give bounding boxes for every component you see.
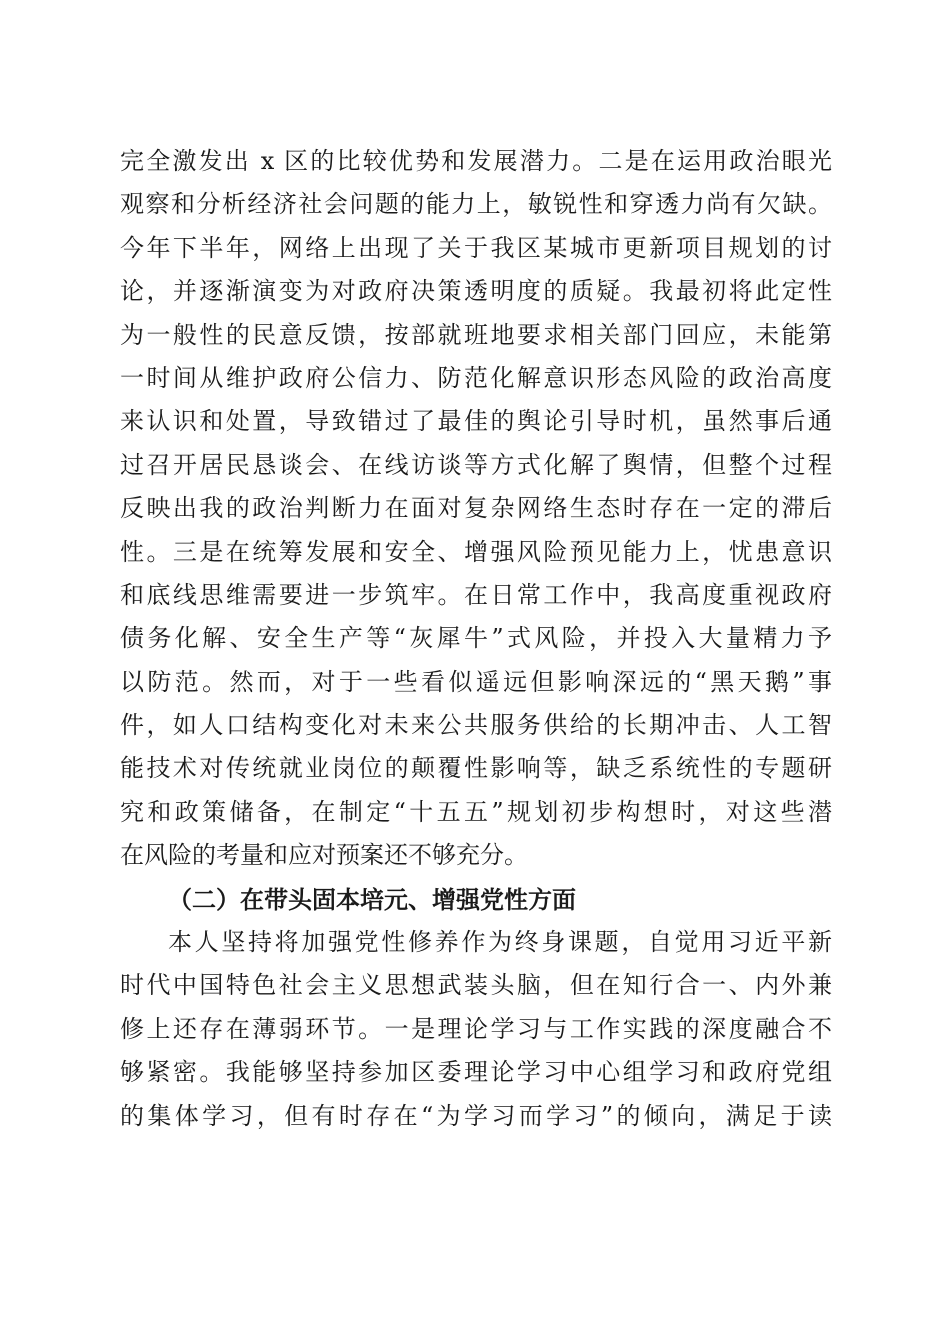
body-line: 论，并逐渐演变为对政府决策透明度的质疑。我最初将此定性 (120, 277, 832, 306)
body-line-end: 在风险的考量和应对预案还不够充分。 (120, 841, 528, 870)
body-line: 今年下半年，网络上出现了关于我区某城市更新项目规划的讨 (120, 233, 832, 262)
body-line: 本人坚持将加强党性修养作为终身课题，自觉用习近平新 (168, 928, 832, 957)
body-line: 能技术对传统就业岗位的颠覆性影响等，缺乏系统性的专题研 (120, 754, 832, 783)
body-line: 观察和分析经济社会问题的能力上，敏锐性和穿透力尚有欠缺。 (120, 190, 832, 219)
body-line: 来认识和处置，导致错过了最佳的舆论引导时机，虽然事后通 (120, 407, 832, 436)
document-body (120, 140, 832, 1138)
body-line: 以防范。然而，对于一些看似遥远但影响深远的“黑天鹅”事 (120, 667, 832, 696)
body-line: 的集体学习，但有时存在“为学习而学习”的倾向，满足于读 (120, 1101, 832, 1130)
body-line: 够紧密。我能够坚持参加区委理论学习中心组学习和政府党组 (120, 1058, 832, 1087)
body-line: 一时间从维护政府公信力、防范化解意识形态风险的政治高度 (120, 363, 832, 392)
body-line: 反映出我的政治判断力在面对复杂网络生态时存在一定的滞后 (120, 494, 832, 523)
body-line: 完全激发出 x 区的比较优势和发展潜力。二是在运用政治眼光 (120, 147, 832, 175)
body-line: 究和政策储备，在制定“十五五”规划初步构想时，对这些潜 (120, 797, 832, 826)
body-line: 修上还存在薄弱环节。一是理论学习与工作实践的深度融合不 (120, 1014, 832, 1043)
section-heading: （二）在带头固本培元、增强党性方面 (168, 884, 576, 914)
body-line: 为一般性的民意反馈，按部就班地要求相关部门回应，未能第 (120, 320, 832, 349)
body-line: 和底线思维需要进一步筑牢。在日常工作中，我高度重视政府 (120, 580, 832, 609)
body-line: 性。三是在统筹发展和安全、增强风险预见能力上，忧患意识 (120, 537, 832, 566)
body-line: 时代中国特色社会主义思想武装头脑，但在知行合一、内外兼 (120, 971, 832, 1000)
body-line: 债务化解、安全生产等“灰犀牛”式风险，并投入大量精力予 (120, 624, 832, 653)
body-line: 过召开居民恳谈会、在线访谈等方式化解了舆情，但整个过程 (120, 450, 832, 479)
body-line: 件，如人口结构变化对未来公共服务供给的长期冲击、人工智 (120, 711, 832, 740)
